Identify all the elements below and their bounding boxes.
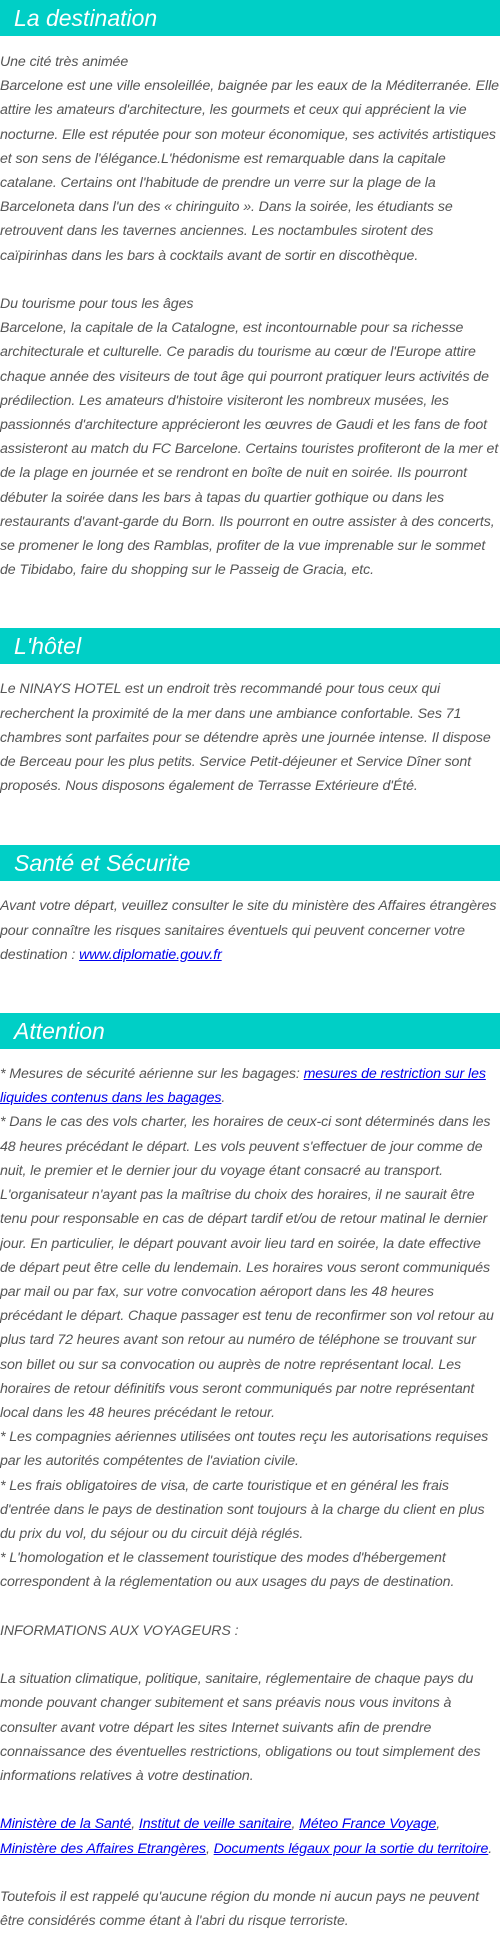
- attention-bullet-1-end: .: [221, 1090, 226, 1107]
- destination-heading-1: Une cité très animée: [0, 54, 129, 70]
- info-voyageurs-body: La situation climatique, politique, sanitaire, réglementaire de chaque pays du monde pouvant changer subitement et sans préavis nous vous invitons à consulter avant votre départ les sites Internet suivants afin de prendre connaissance des éventuelles restrictions, obligations ou tout simplement des informations relatives à votre destination.: [0, 1671, 481, 1784]
- attention-bullet-1-text: * Mesures de sécurité aérienne sur les bagages:: [0, 1066, 304, 1083]
- meteo-france-link[interactable]: Méteo France Voyage: [299, 1816, 437, 1833]
- diplomatie-link[interactable]: www.diplomatie.gouv.fr: [79, 946, 222, 963]
- destination-paragraph-1: [0, 50, 500, 268]
- destination-body-1: Barcelone est une ville ensoleillée, baignée par les eaux de la Méditerranée. Elle attire les amateurs d'architecture, les gourmets et ceux qui apprécient la vie nocturne. Elle est réputée pour son moteur économique, ses activités artistiques et son sens de l'élégance.L'hédonisme est remarquable dans la capitale catalane. Certains ont l'habitude de prendre un verre sur la plage de la Barceloneta dans l'un des « chiringuito ». Dans la soirée, les étudiants se retrouvent dans les tavernes anciennes. Les noctambules sirotent des caïpirinhas dans les bars à cocktails avant de sortir en discothèque.: [0, 78, 499, 264]
- link-separator: ,: [131, 1816, 139, 1833]
- section-title-destination: La destination: [0, 0, 500, 36]
- sante-body: Avant votre départ, veuillez consulter le site du ministère des Affaires étrangères pour connaître les risques sanitaires éventuels qui peuvent concerner votre destination :: [0, 898, 497, 963]
- info-voyageurs-heading: INFORMATIONS AUX VOYAGEURS :: [0, 1622, 239, 1639]
- section-title-hotel: L'hôtel: [0, 628, 500, 664]
- info-links: [0, 1812, 500, 1860]
- destination-paragraph-2: [0, 292, 500, 582]
- destination-heading-2: Du tourisme pour tous les âges: [0, 296, 194, 313]
- link-separator: ,: [205, 1840, 214, 1857]
- attention-bullet-3: * Les compagnies aériennes utilisées ont toutes reçu les autorisations requises par les autorités compétentes de l'aviation civile.: [0, 1429, 489, 1470]
- affaires-etrangeres-link[interactable]: Ministère des Affaires Etrangères: [0, 1840, 206, 1857]
- link-separator: ,: [436, 1816, 441, 1833]
- documents-legaux-link[interactable]: Documents légaux pour la sortie du territoire: [213, 1840, 489, 1857]
- sante-paragraph: [0, 894, 500, 967]
- section-title-attention: Attention: [0, 1013, 500, 1049]
- links-end: .: [488, 1840, 493, 1857]
- attention-bullet-1: [0, 1062, 500, 1110]
- section-title-sante: Santé et Sécurite: [0, 845, 500, 881]
- attention-bullet-4: * Les frais obligatoires de visa, de carte touristique et en général les frais d'entrée dans le pays de destination sont toujours à la charge du client en plus du prix du vol, du séjour ou du circuit déjà réglés.: [0, 1477, 485, 1542]
- veille-sanitaire-link[interactable]: Institut de veille sanitaire: [138, 1816, 292, 1833]
- destination-body-2: Barcelone, la capitale de la Catalogne, est incontournable pour sa richesse architecturale et culturelle. Ce paradis du tourisme au cœur de l'Europe attire chaque année des visiteurs de tout âge qui pourront pratiquer leurs activités de prédilection. Les amateurs d'histoire visiteront les nombreux musées, les passionnés d'architecture apprécieront les œuvres de Gaudi et les fans de foot assisteront au match du FC Barcelone. Certains touristes profiteront de la mer et de la plage en journée et se rendront en boîte de nuit en soirée. Ils pourront débuter la soirée dans les bars à tapas du quartier gothique ou dans les restaurants d'avant-garde du Born. Ils pourront en outre assister à des concerts, se promener le long des Ramblas, profiter de la vue imprenable sur le sommet de Tibidabo, faire du shopping sur le Passeig de Gracia, etc.: [0, 320, 499, 579]
- terrorism-notice: Toutefois il est rappelé qu'aucune région du monde ni aucun pays ne peuvent être considérés comme étant à l'abri du risque terroriste.: [0, 1888, 479, 1930]
- ministere-sante-link[interactable]: Ministère de la Santé: [0, 1816, 132, 1833]
- link-separator: ,: [291, 1816, 300, 1833]
- attention-bullet-2: * Dans le cas des vols charter, les horaires de ceux-ci sont déterminés dans les 48 heures précédant le départ. Les vols peuvent s'effectuer de jour comme de nuit, le premier et le dernier jour du voyage étant consacré au transport. L'organisateur n'ayant pas la maîtrise du choix des horaires, il ne saurait être tenu pour responsable en cas de départ tardif et/ou de retour matinal le dernier jour. En particulier, le départ pouvant avoir lieu tard en soirée, la date effective de départ peut être celle du lendemain. Les horaires vous seront communiqués par mail ou par fax, sur votre convocation aéroport dans les 48 heures précédant le départ. Chaque passager est tenu de reconfirmer son vol retour au plus tard 72 heures avant son retour au numéro de téléphone se trouvant sur son billet ou sur sa convocation ou auprès de notre représentant local. Les horaires de retour définitifs vous seront communiqués par notre représentant local dans les 48 heures précédant le retour.: [0, 1114, 494, 1421]
- hotel-body: Le NINAYS HOTEL est un endroit très recommandé pour tous ceux qui recherchent la proximité de la mer dans une ambiance confortable. Ses 71 chambres sont parfaites pour se détendre après une journée intense. Il dispose de Berceau pour les plus petits. Service Petit-déjeuner et Service Dîner sont proposés. Nous disposons également de Terrasse Extérieure d'Été.: [0, 681, 491, 795]
- attention-bullet-5: * L'homologation et le classement touristique des modes d'hébergement correspondent à la réglementation ou aux usages du pays de destination.: [0, 1550, 455, 1591]
- liquides-restriction-link[interactable]: mesures de restriction sur les liquides contenus dans les bagages: [0, 1066, 486, 1107]
